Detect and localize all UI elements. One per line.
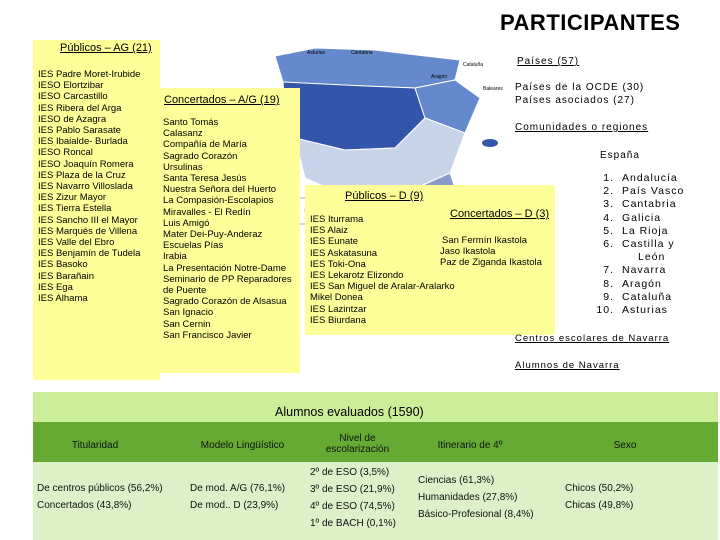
evaluados-title: Alumnos evaluados (1590) — [275, 405, 424, 419]
list-item: Seminario de PP Reparadores — [163, 273, 292, 285]
list-item: Compañía de María — [163, 139, 247, 151]
map-label-2: Aragón — [431, 74, 448, 80]
list-item: IESO Carcastillo — [38, 91, 108, 103]
list-item: IES Alhama — [38, 293, 88, 305]
list-item: León — [638, 251, 666, 264]
list-item: San Fermín Ikastola — [442, 235, 528, 246]
list-item: IES Basoko — [38, 259, 88, 271]
list-item: 10. Asturias — [596, 304, 668, 317]
concertados-ag-header: Concertados – A/G (19) — [164, 94, 280, 106]
list-item: De mod. A/G (76,1%) — [190, 483, 286, 494]
list-item: IES Ega — [38, 281, 73, 293]
list-item: IES San Miguel de Aralar-Aralarko — [310, 281, 455, 293]
list-item: IES Toki-Ona — [310, 258, 366, 270]
list-item: Santo Tomás — [163, 117, 219, 128]
nivel-values — [310, 464, 396, 532]
modelo-values — [190, 480, 285, 514]
list-item: Sagrado Corazón de Alsasua — [163, 296, 287, 308]
concertados-ag-list — [163, 117, 292, 341]
list-item: Jaso Ikastola — [440, 246, 496, 258]
list-item: IESO Joaquín Romera — [38, 158, 134, 170]
map-label-3: Cataluña — [463, 62, 484, 68]
paises-header: Países (57) — [517, 56, 580, 67]
list-item: IES Sancho III el Mayor — [38, 214, 138, 226]
list-item: IES Benjamín de Tudela — [38, 248, 141, 260]
list-item: 4º de ESO (74,5%) — [310, 501, 395, 512]
list-item: IES Ribera del Arga — [38, 102, 122, 114]
sexo-values — [565, 480, 633, 514]
comunidades-header: Comunidades o regiones — [515, 122, 649, 133]
list-item: Chicas (49,8%) — [565, 500, 634, 511]
list-item: 2º de ESO (3,5%) — [310, 467, 390, 478]
list-item: IES Pablo Sarasate — [38, 125, 121, 137]
list-item: IES Padre Moret-Irubide — [38, 69, 141, 80]
itinerario-values — [418, 472, 534, 523]
list-item: Irabia — [163, 251, 187, 263]
list-item: Humanidades (27,8%) — [418, 492, 518, 503]
list-item: Paz de Ziganda Ikastola — [440, 257, 542, 269]
paises-ocde: Países de la OCDE (30) — [515, 82, 645, 93]
list-item: 1º de BACH (0,1%) — [310, 518, 396, 529]
list-item: IES Barañain — [38, 270, 94, 282]
list-item: Santa Teresa Jesús — [163, 173, 247, 185]
list-item: San Ignacio — [163, 307, 214, 319]
espana-label: España — [600, 150, 640, 161]
list-item: Luis Amigó — [163, 217, 210, 229]
alumnos-navarra-label: Alumnos de Navarra — [515, 360, 620, 371]
list-item: Miravalles - El Redín — [163, 206, 251, 218]
list-item: 3º de ESO (21,9%) — [310, 484, 395, 495]
list-item: 9. Cataluña — [603, 290, 673, 303]
list-item: La Compasión-Escolapios — [163, 195, 274, 207]
list-item: 8. Aragón — [603, 277, 662, 290]
list-item: San Francisco Javier — [163, 329, 252, 341]
list-item: De centros públicos (56,2%) — [37, 483, 163, 494]
list-item: 3. Cantabria — [603, 198, 677, 211]
list-item: IES Zizur Mayor — [38, 192, 107, 204]
list-item: Escuelas Pías — [163, 240, 224, 252]
list-item: 7. Navarra — [603, 264, 667, 277]
list-item: San Cernin — [163, 318, 211, 330]
publicos-ag-header: Públicos – AG (21) — [60, 42, 152, 54]
list-item: IESO Roncal — [38, 147, 93, 159]
list-item: Chicos (50,2%) — [565, 483, 634, 494]
paises-asociados: Países asociados (27) — [515, 95, 635, 106]
list-item: Concertados (43,8%) — [37, 500, 132, 511]
map-label-4: Baleares — [483, 86, 503, 92]
list-item: Nuestra Señora del Huerto — [163, 184, 277, 196]
centros-label: Centros escolares de Navarra — [515, 333, 670, 344]
list-item: IES Lekarotz Elizondo — [310, 270, 404, 282]
list-item: Ciencias (61,3%) — [418, 475, 495, 486]
comunidades-list — [588, 172, 684, 317]
list-item: La Presentación Notre-Dame — [163, 262, 287, 274]
map-baleares — [482, 139, 498, 147]
list-item: Ursulinas — [163, 161, 203, 173]
list-item: De mod.. D (23,9%) — [190, 500, 279, 511]
list-item: IES Eunate — [310, 236, 359, 248]
list-item: Mater Dei-Puy-Anderaz — [163, 229, 263, 241]
concertados-d-header: Concertados – D (3) — [450, 208, 550, 220]
header-sexo: Sexo — [613, 440, 637, 451]
header-itinerario: Itinerario de 4º — [437, 440, 503, 451]
list-item: IES Alaiz — [310, 225, 349, 237]
list-item: IES Biurdana — [310, 314, 366, 326]
list-item: IES Lazintzar — [310, 303, 367, 315]
list-item: Básico-Profesional (8,4%) — [418, 509, 534, 520]
list-item: IES Iturrama — [310, 214, 364, 225]
list-item: 1. Andalucía — [603, 172, 678, 184]
list-item: IES Ibaialde- Burlada — [38, 136, 128, 148]
map-label-0: Asturias — [307, 50, 326, 56]
list-item: IES Tierra Estella — [38, 203, 112, 215]
header-titularidad: Titularidad — [71, 440, 119, 451]
list-item: IES Valle del Ebro — [38, 237, 115, 249]
list-item: 5. La Rioja — [603, 224, 669, 237]
publicos-d-list — [310, 214, 455, 326]
page-title: PARTICIPANTES — [500, 10, 681, 35]
list-item: 6. Castilla y — [603, 238, 675, 251]
titularidad-values — [37, 480, 163, 514]
list-item: Calasanz — [163, 128, 203, 140]
header-modelo: Modelo Lingüístico — [200, 440, 285, 451]
list-item: Sagrado Corazón — [163, 150, 238, 162]
list-item: IES Navarro Villoslada — [38, 181, 133, 193]
list-item: Mikel Donea — [310, 292, 363, 304]
header-nivel: Nivel de escolarización — [325, 433, 390, 455]
list-item: IESO Elortzibar — [38, 80, 104, 92]
publicos-d-header: Públicos – D (9) — [345, 190, 424, 202]
list-item: IESO de Azagra — [38, 113, 107, 125]
list-item: 4. Galicia — [603, 211, 662, 224]
map-label-1: Cantabria — [351, 50, 373, 56]
list-item: 2. País Vasco — [603, 185, 685, 198]
list-item: IES Marqués de Villena — [38, 225, 138, 237]
list-item: IES Askatasuna — [310, 247, 378, 259]
list-item: de Puente — [163, 285, 207, 297]
list-item: IES Plaza de la Cruz — [38, 169, 126, 181]
publicos-ag-list — [38, 69, 140, 304]
concertados-d-list — [440, 235, 542, 269]
